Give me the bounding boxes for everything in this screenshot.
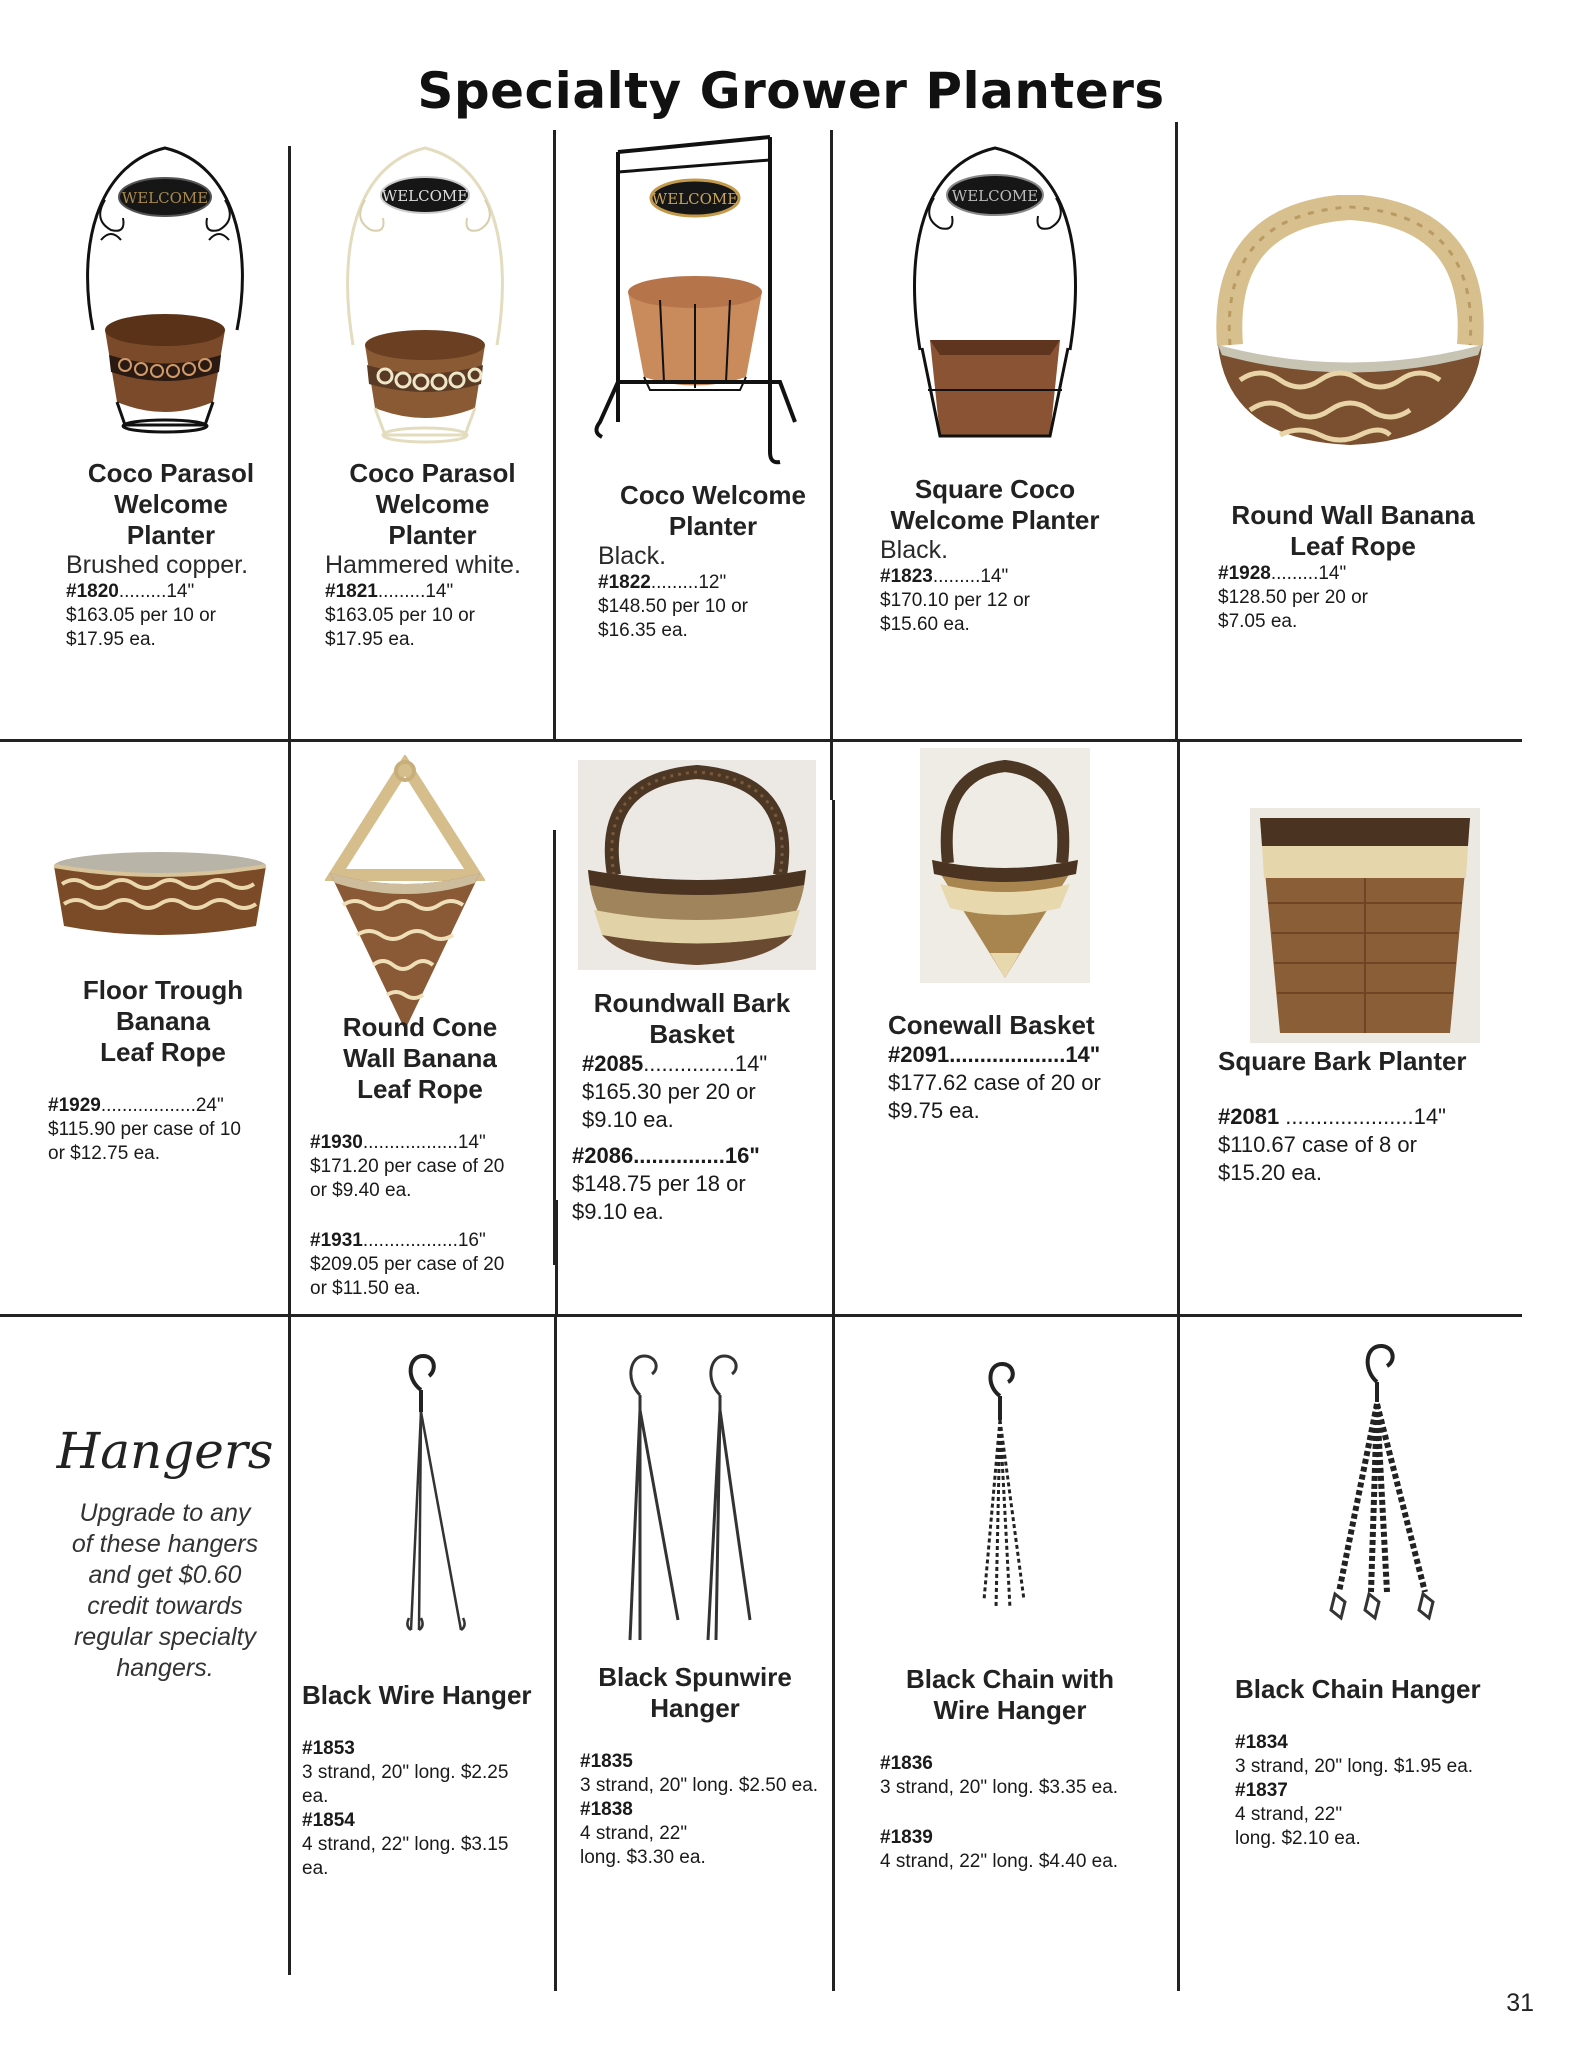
welcome-sign-text: WELCOME — [381, 187, 469, 205]
sku-line: #1820.........14" — [66, 581, 195, 602]
sku-line: #1928.........14" — [1218, 563, 1347, 584]
product-name: Coco Welcome Planter — [620, 480, 806, 541]
price-line: $17.95 ea. — [66, 629, 156, 650]
product-name: Black Chain with Wire Hanger — [905, 1664, 1115, 1725]
sku-line: #2086...............16" — [572, 1143, 760, 1168]
coco-welcome-black-image — [590, 132, 805, 472]
price-line: $7.05 ea. — [1218, 611, 1298, 632]
product-1836-1839 — [880, 1664, 1160, 1874]
product-name: Round Wall Banana Leaf Rope — [1231, 500, 1475, 561]
sku-line: #1853 — [302, 1738, 355, 1759]
price-line: or $11.50 ea. — [310, 1278, 421, 1299]
product-1928 — [1218, 500, 1488, 634]
sku-line: #1821.........14" — [325, 581, 454, 602]
price-line: $115.90 per case of 10 — [48, 1119, 241, 1140]
black-spunwire-hanger-image — [620, 1350, 760, 1650]
price-line: $15.60 ea. — [880, 614, 970, 635]
price-line: $209.05 per case of 20 — [310, 1254, 505, 1275]
product-name: Coco Parasol Welcome Planter — [349, 458, 516, 550]
price-line: $148.75 per 18 or — [572, 1171, 746, 1196]
welcome-sign-text: WELCOME — [121, 189, 209, 207]
product-1821 — [325, 458, 540, 652]
product-name: Conewall Basket — [888, 1010, 1095, 1040]
sku-line: #2085...............14" — [582, 1051, 768, 1076]
price-line: $16.35 ea. — [598, 620, 688, 641]
hangers-heading: Hangers — [56, 1422, 274, 1480]
column-divider — [1177, 740, 1180, 1315]
sku-line: #2091...................14" — [888, 1042, 1101, 1067]
square-coco-welcome-image — [900, 140, 1090, 460]
sku-line: #2081 .....................14" — [1218, 1104, 1446, 1129]
conewall-basket-image — [920, 748, 1090, 983]
price-line: or $9.40 ea. — [310, 1180, 412, 1201]
product-1835-1838 — [580, 1662, 820, 1870]
product-description: Black. — [598, 542, 667, 570]
page-number: 31 — [1506, 1989, 1534, 2017]
column-divider — [832, 800, 835, 1315]
square-bark-planter-image — [1250, 808, 1480, 1043]
price-line: $170.10 per 12 or — [880, 590, 1031, 611]
sku-line: #1822.........12" — [598, 572, 727, 593]
column-divider — [830, 740, 833, 800]
sku-line: #1838 — [580, 1799, 633, 1820]
price-line: $9.10 ea. — [582, 1107, 674, 1132]
black-chain-hanger-image — [1325, 1342, 1445, 1627]
product-description: Black. — [880, 536, 949, 564]
price-line: $165.30 per 20 or — [582, 1079, 756, 1104]
price-line: $9.10 ea. — [572, 1199, 664, 1224]
product-name: Floor Trough Banana Leaf Rope — [82, 975, 244, 1067]
product-2091 — [888, 1010, 1158, 1125]
hanger-description: 4 strand, 22" long. $4.40 ea. — [880, 1851, 1119, 1872]
column-divider — [830, 130, 833, 740]
round-wall-banana-image — [1210, 195, 1490, 455]
sku-line: #1823.........14" — [880, 566, 1009, 587]
price-line: $110.67 case of 8 or — [1218, 1132, 1417, 1157]
sku-line: #1929..................24" — [48, 1095, 224, 1116]
price-line: $163.05 per 10 or — [325, 605, 476, 626]
column-divider — [553, 130, 556, 740]
product-name: Round Cone Wall Banana Leaf Rope — [342, 1012, 498, 1104]
welcome-sign-text: WELCOME — [651, 190, 739, 208]
product-name: Square Bark Planter — [1218, 1046, 1467, 1076]
column-divider — [554, 1315, 557, 1991]
product-description: Brushed copper. — [66, 551, 249, 579]
column-divider — [1175, 122, 1178, 740]
column-divider — [832, 1315, 835, 1991]
coco-parasol-white-image — [335, 140, 515, 450]
price-line: $177.62 case of 20 or — [888, 1070, 1101, 1095]
row-divider — [0, 739, 1522, 742]
price-line: $148.50 per 10 or — [598, 596, 749, 617]
sku-line: #1854 — [302, 1810, 355, 1831]
sku-line: #1930..................14" — [310, 1132, 486, 1153]
hanger-description: 4 strand, 22" long. $2.10 ea. — [1235, 1804, 1361, 1849]
hanger-description: 4 strand, 22" long. $3.30 ea. — [580, 1823, 706, 1868]
product-1834-1837 — [1235, 1674, 1505, 1851]
price-line: $171.20 per case of 20 — [310, 1156, 505, 1177]
price-line: $15.20 ea. — [1218, 1160, 1322, 1185]
welcome-sign-text: WELCOME — [951, 187, 1039, 205]
row-divider — [0, 1314, 1522, 1317]
product-name: Square Coco Welcome Planter — [890, 474, 1100, 535]
sku-line: #1839 — [880, 1827, 933, 1848]
price-line: $163.05 per 10 or — [66, 605, 217, 626]
floor-trough-banana-image — [50, 848, 270, 940]
hanger-description: 3 strand, 20" long. $2.50 ea. — [580, 1775, 819, 1796]
product-description: Hammered white. — [325, 551, 521, 579]
price-line: $128.50 per 20 or — [1218, 587, 1369, 608]
product-2085-2086 — [572, 988, 822, 1226]
column-divider — [288, 146, 291, 740]
page-title: Specialty Grower Planters — [417, 62, 1165, 120]
product-name: Black Wire Hanger — [302, 1680, 532, 1710]
product-name: Black Spunwire Hanger — [598, 1662, 792, 1723]
hanger-description: 3 strand, 20" long. $2.25 ea. — [302, 1762, 509, 1807]
hanger-description: 3 strand, 20" long. $1.95 ea. — [1235, 1756, 1474, 1777]
black-chain-wire-hanger-image — [970, 1360, 1040, 1620]
roundwall-bark-basket-image — [578, 760, 816, 970]
hanger-description: 4 strand, 22" long. $3.15 ea. — [302, 1834, 509, 1879]
product-1929 — [48, 975, 278, 1166]
price-line: or $12.75 ea. — [48, 1143, 160, 1164]
sku-line: #1834 — [1235, 1732, 1288, 1753]
sku-line: #1836 — [880, 1753, 933, 1774]
sku-line: #1931..................16" — [310, 1230, 486, 1251]
product-name: Coco Parasol Welcome Planter — [87, 458, 255, 550]
price-line: $17.95 ea. — [325, 629, 415, 650]
column-divider — [1177, 1315, 1180, 1991]
coco-parasol-copper-image — [75, 140, 255, 440]
sku-line: #1835 — [580, 1751, 633, 1772]
product-2081 — [1218, 1046, 1498, 1187]
sku-line: #1837 — [1235, 1780, 1288, 1801]
product-1930-1931 — [310, 1012, 540, 1301]
hangers-credit-note: Upgrade to any of these hangers and get $0.60 credit towards regular specialty hangers. — [71, 1499, 259, 1682]
product-1823 — [880, 474, 1110, 637]
hanger-description: 3 strand, 20" long. $3.35 ea. — [880, 1777, 1119, 1798]
product-name: Black Chain Hanger — [1235, 1674, 1481, 1704]
product-name: Roundwall Bark Basket — [593, 988, 791, 1049]
price-line: $9.75 ea. — [888, 1098, 980, 1123]
column-divider — [555, 1200, 558, 1315]
column-divider — [288, 740, 291, 1315]
product-1820 — [66, 458, 276, 652]
product-1822 — [598, 480, 828, 643]
round-cone-wall-banana-image — [325, 755, 485, 1035]
product-1853-1854 — [302, 1680, 532, 1881]
hangers-intro — [40, 1422, 290, 1684]
black-wire-hanger-image — [385, 1350, 475, 1640]
